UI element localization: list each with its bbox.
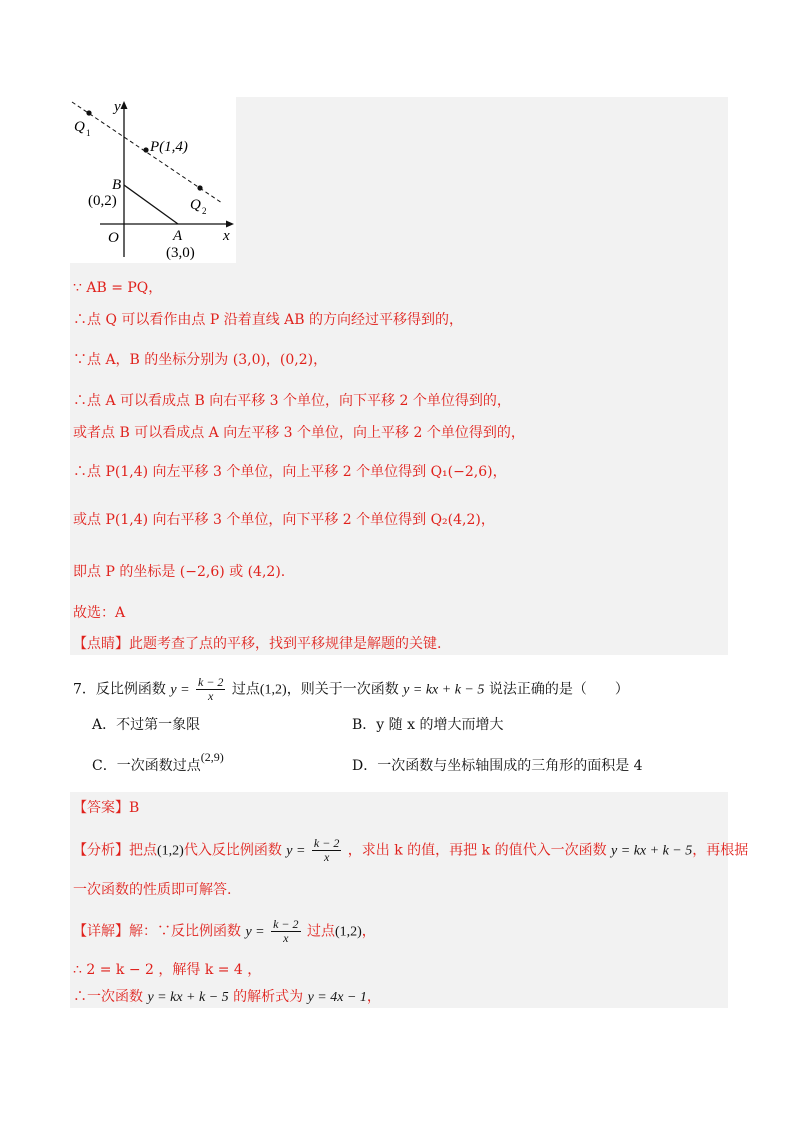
- detail-mid: 过点: [306, 923, 335, 940]
- coordinate-figure: [70, 97, 236, 263]
- question-7-stem: [73, 676, 629, 703]
- segment-ab: [124, 185, 178, 224]
- detail3-result: y = 4x − 1: [307, 990, 367, 1005]
- solution-line-8: 即点 P 的坐标是 (−2,6) 或 (4,2).: [73, 564, 286, 580]
- detail-frac-den: x: [283, 931, 289, 945]
- detail-fraction: [271, 918, 300, 945]
- q7-fraction: [196, 676, 225, 703]
- analysis-line-1: [73, 837, 748, 864]
- b-coord: (0,2): [88, 193, 117, 209]
- solution-line-1: ∵ AB = PQ，: [73, 280, 163, 296]
- analysis-mid3: ，再根据: [692, 842, 749, 859]
- detail-point: (1,2): [334, 924, 362, 940]
- q7-suffix: 说法正确的是（ ）: [488, 681, 629, 698]
- detail3-end: ，: [366, 989, 381, 1005]
- detail-end: ，: [361, 923, 376, 940]
- b-label: B: [112, 177, 122, 193]
- solution-line-7: 或点 P(1,4) 向右平移 3 个单位，向下平移 2 个单位得到 Q₂(4,2)，: [73, 512, 495, 528]
- solution-line-3: ∵点 A，B 的坐标分别为 (3,0)，(0,2)，: [73, 352, 328, 368]
- option-d[interactable]: D．一次函数与坐标轴围成的三角形的面积是 4: [352, 758, 643, 774]
- analysis-line-2: 一次函数的性质即可解答.: [73, 882, 232, 898]
- y-axis-label: y: [114, 99, 121, 115]
- q7-mid: 过点: [231, 681, 260, 698]
- option-c-label: C．一次函数过点: [92, 758, 201, 774]
- solution-line-4: ∴点 A 可以看成点 B 向右平移 3 个单位，向下平移 2 个单位得到的，: [73, 393, 511, 409]
- option-b[interactable]: B．y 随 x 的增大而增大: [352, 717, 504, 733]
- key-point-note: 【点睛】此题考查了点的平移，找到平移规律是解题的关键.: [73, 636, 442, 652]
- detail3-mid: 的解析式为: [233, 989, 304, 1005]
- analysis-fraction: [312, 837, 341, 864]
- solution-line-9: 故选：A: [73, 605, 126, 621]
- answer-line: 【答案】B: [73, 800, 140, 816]
- q1-label: Q: [74, 119, 85, 135]
- analysis-mid2: ，求出 k 的值，再把 k 的值代入一次函数: [347, 842, 607, 859]
- q7-linear: y = kx + k − 5: [403, 682, 485, 698]
- detail-line-3: [73, 987, 381, 1008]
- analysis-y: y =: [286, 843, 306, 859]
- coordinate-figure-svg: [70, 97, 236, 263]
- detail3-prefix: ∴一次函数: [73, 989, 143, 1005]
- q1-subscript: 1: [86, 128, 91, 138]
- x-axis-arrow: [226, 221, 234, 228]
- q7-point: (1,2): [259, 682, 287, 698]
- analysis-prefix: 【分析】把点: [73, 842, 157, 859]
- q2-label: Q: [190, 197, 201, 213]
- detail-prefix: 【详解】解：∵反比例函数: [73, 923, 241, 940]
- analysis-point: (1,2): [157, 843, 184, 859]
- detail-line-2: ∴ 2 = k − 2 ，解得 k = 4 ，: [73, 962, 262, 978]
- solution-line-2: ∴点 Q 可以看作由点 P 沿着直线 AB 的方向经过平移得到的，: [73, 312, 463, 328]
- p-label: P(1,4): [150, 139, 188, 155]
- origin-label: O: [108, 230, 119, 246]
- point-q2: [197, 185, 202, 190]
- q7-frac-num: k − 2: [198, 675, 224, 689]
- point-q1: [86, 110, 91, 115]
- analysis-mid1: 代入反比例函数: [183, 842, 282, 859]
- a-coord: (3,0): [166, 245, 195, 261]
- detail-frac-num: k − 2: [273, 917, 299, 931]
- solution-line-6: ∴点 P(1,4) 向左平移 3 个单位，向上平移 2 个单位得到 Q₁(−2,6)，: [73, 464, 507, 480]
- option-c-point: (2,9): [200, 750, 224, 764]
- y-axis-arrow: [121, 101, 128, 109]
- detail-line-1: [73, 918, 376, 945]
- q7-mid2: ，则关于一次函数: [286, 681, 399, 698]
- q7-prefix: 7．反比例函数: [73, 681, 166, 698]
- q2-subscript: 2: [202, 206, 207, 216]
- detail3-linear: y = kx + k − 5: [147, 990, 229, 1005]
- solution-line-5: 或者点 B 可以看成点 A 向左平移 3 个单位，向上平移 2 个单位得到的，: [73, 425, 525, 441]
- q7-y: y =: [170, 682, 190, 698]
- q7-frac-den: x: [208, 689, 214, 703]
- a-label: A: [173, 228, 183, 244]
- x-axis-label: x: [223, 228, 230, 244]
- point-p: [143, 147, 148, 152]
- option-c[interactable]: [92, 750, 224, 776]
- analysis-frac-num: k − 2: [313, 836, 340, 850]
- analysis-frac-den: x: [323, 850, 330, 864]
- option-a[interactable]: A．不过第一象限: [92, 717, 201, 733]
- detail-y: y =: [245, 924, 265, 940]
- analysis-linear: y = kx + k − 5: [611, 843, 693, 859]
